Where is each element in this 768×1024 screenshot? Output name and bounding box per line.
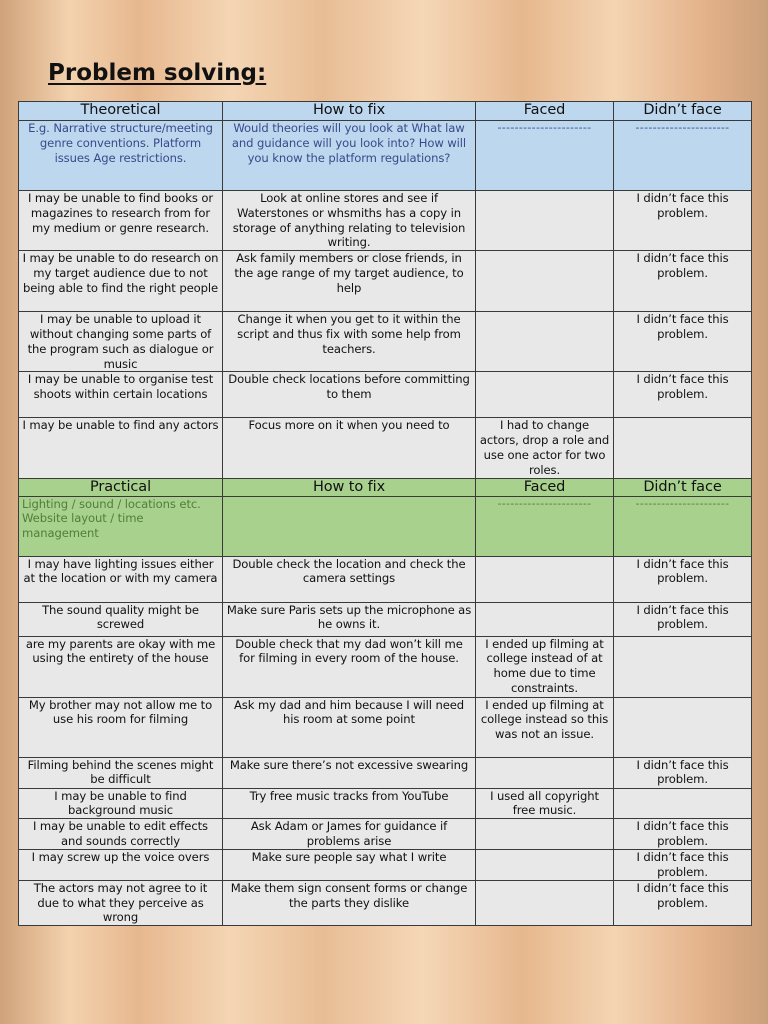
problem-cell: I may have lighting issues either at the location or with my camera [19,556,223,602]
example-cell [223,496,476,556]
table-row [19,191,752,251]
page-title: Problem solving: [48,60,267,86]
practical-example-row [19,496,752,556]
header-how-to-fix: How to fix [223,102,476,121]
table-row [19,251,752,312]
fix-cell: Ask my dad and him because I will need his room at some point [223,697,476,757]
theoretical-example-row [19,121,752,191]
fix-cell: Focus more on it when you need to [223,418,476,478]
header-faced: Faced [476,102,614,121]
example-cell: Would theories will you look at What law and guidance will you look into? How will you know the platform regulations? [223,121,476,191]
fix-cell: Ask Adam or James for guidance if problems arise [223,819,476,850]
dash-placeholder: ---------------------- [476,496,614,556]
didnt-face-cell: I didn’t face this problem. [614,556,752,602]
table-row [19,788,752,819]
faced-cell [476,372,614,418]
header-theoretical: Theoretical [19,102,223,121]
practical-header-row [19,478,752,496]
didnt-face-cell [614,418,752,478]
faced-cell [476,251,614,312]
problem-cell: I may be unable to find books or magazines to research from for my medium or genre research. [19,191,223,251]
table-row [19,418,752,478]
header-faced: Faced [476,478,614,496]
didnt-face-cell: I didn’t face this problem. [614,850,752,881]
faced-cell [476,602,614,636]
didnt-face-cell: I didn’t face this problem. [614,251,752,312]
header-practical: Practical [19,478,223,496]
header-didnt-face: Didn’t face [614,102,752,121]
dash-placeholder: ---------------------- [614,496,752,556]
didnt-face-cell [614,697,752,757]
problem-cell: I may be unable to edit effects and sounds correctly [19,819,223,850]
table-row [19,819,752,850]
table-row [19,697,752,757]
dash-placeholder: ---------------------- [614,121,752,191]
fix-cell: Make sure people say what I write [223,850,476,881]
table-row [19,602,752,636]
fix-cell: Make them sign consent forms or change the parts they dislike [223,880,476,925]
theoretical-header-row [19,102,752,121]
faced-cell: I ended up filming at college instead of at home due to time constraints. [476,636,614,697]
fix-cell: Change it when you get to it within the script and thus fix with some help from teachers. [223,312,476,372]
fix-cell: Look at online stores and see if Waterstones or whsmiths has a copy in storage of anything relating to television writing. [223,191,476,251]
problem-solving-table [18,101,752,926]
problem-cell: I may be unable to find background music [19,788,223,819]
didnt-face-cell: I didn’t face this problem. [614,312,752,372]
problem-cell: are my parents are okay with me using the entirety of the house [19,636,223,697]
faced-cell [476,556,614,602]
didnt-face-cell: I didn’t face this problem. [614,757,752,788]
problem-cell: I may screw up the voice overs [19,850,223,881]
problem-cell: The sound quality might be screwed [19,602,223,636]
problem-cell: Filming behind the scenes might be difficult [19,757,223,788]
faced-cell: I used all copyright free music. [476,788,614,819]
didnt-face-cell [614,788,752,819]
problem-cell: The actors may not agree to it due to what they perceive as wrong [19,880,223,925]
fix-cell: Double check the location and check the camera settings [223,556,476,602]
example-cell: E.g. Narrative structure/meeting genre conventions. Platform issues Age restrictions. [19,121,223,191]
problem-cell: I may be unable to do research on my target audience due to not being able to find the right people [19,251,223,312]
table-row [19,880,752,925]
fix-cell: Double check that my dad won’t kill me for filming in every room of the house. [223,636,476,697]
header-how-to-fix: How to fix [223,478,476,496]
fix-cell: Make sure there’s not excessive swearing [223,757,476,788]
fix-cell: Make sure Paris sets up the microphone as he owns it. [223,602,476,636]
didnt-face-cell: I didn’t face this problem. [614,372,752,418]
problem-cell: My brother may not allow me to use his room for filming [19,697,223,757]
problem-cell: I may be unable to organise test shoots within certain locations [19,372,223,418]
faced-cell [476,880,614,925]
didnt-face-cell: I didn’t face this problem. [614,880,752,925]
didnt-face-cell: I didn’t face this problem. [614,191,752,251]
example-cell: Lighting / sound / locations etc. Website layout / time management [19,496,223,556]
fix-cell: Double check locations before committing to them [223,372,476,418]
faced-cell [476,312,614,372]
faced-cell [476,819,614,850]
faced-cell [476,850,614,881]
dash-placeholder: ---------------------- [476,121,614,191]
faced-cell: I had to change actors, drop a role and use one actor for two roles. [476,418,614,478]
faced-cell: I ended up filming at college instead so this was not an issue. [476,697,614,757]
fix-cell: Ask family members or close friends, in the age range of my target audience, to help [223,251,476,312]
table-row [19,757,752,788]
table-row [19,850,752,881]
didnt-face-cell: I didn’t face this problem. [614,602,752,636]
faced-cell [476,191,614,251]
table-row [19,372,752,418]
table-row [19,556,752,602]
fix-cell: Try free music tracks from YouTube [223,788,476,819]
didnt-face-cell: I didn’t face this problem. [614,819,752,850]
problem-cell: I may be unable to upload it without changing some parts of the program such as dialogue or music [19,312,223,372]
table-row [19,312,752,372]
faced-cell [476,757,614,788]
header-didnt-face: Didn’t face [614,478,752,496]
table-row [19,636,752,697]
problem-cell: I may be unable to find any actors [19,418,223,478]
didnt-face-cell [614,636,752,697]
